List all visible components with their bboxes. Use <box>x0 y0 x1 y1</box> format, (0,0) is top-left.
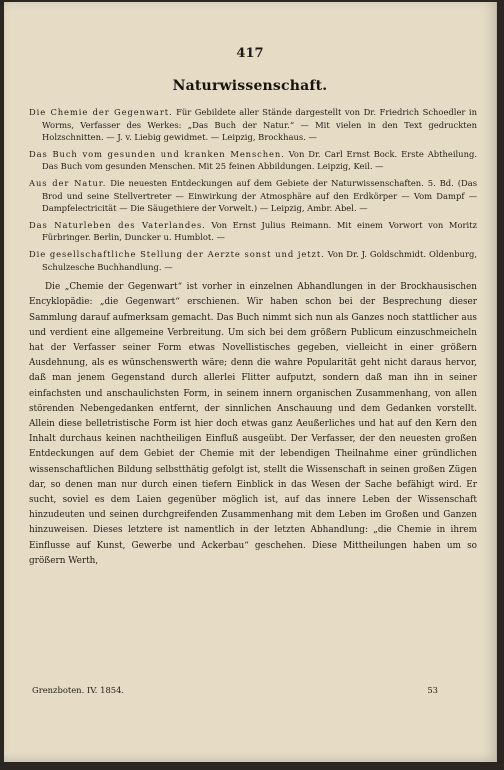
journal-line: Grenzboten. IV. 1854. <box>32 685 125 695</box>
entry-title: Die Chemie der Gegenwart. <box>29 107 173 117</box>
entry-title: Das Buch vom gesunden und kranken Menschen. <box>29 148 285 159</box>
entry-text: Von Dr. J. Goldschmidt. Oldenburg, Schulzesche Buchhandlung. — <box>42 248 477 272</box>
bibliography-entry <box>29 106 477 144</box>
section-title: Naturwissenschaft. <box>172 78 328 94</box>
bibliography-entry <box>29 177 477 215</box>
entry-title: Das Naturleben des Vaterlandes. <box>29 219 206 230</box>
bibliography-entry <box>29 148 477 173</box>
review-body-text: Die „Chemie der Gegenwart“ ist vorher in einzelnen Abhandlungen in der Brockhausischen Encyklopädie: „die Gegenwart“ erschienen. Wir haben schon bei der Besprechung dieser Sammlung darauf aufmerksam gemacht. Das Buch nimmt sich nun als Ganzes noch stattlicher aus und verdient eine allgemeine Verbreitung. Um sich bei dem größern Publicum einzuschmeicheln hat der Verfasser seiner Form etwas Novellistisches gegeben, vielleicht in einer größern Ausdehnung, als es wünschenswerth wäre; denn die wahre Popularität geht nicht daraus hervor, daß man jenem Gegenstand durch allerlei Flitter aufputzt, sondern daß man ihn in seiner einfachsten und anschaulichsten Form, in seinem innern organischen Zusammenhang, von allen störenden Nebengedanken entfernt, der sinnlichen Anschauung und dem Gedanken vorstellt. Allein diese belletristische Form ist hier doch etwas ganz Aeußerliches und hat auf den Kern den Inhalt durchaus keinen nachtheiligen Einfluß ausgeübt. Der Verfasser, der den neuesten großen Entdeckungen auf dem Gebiet der Chemie mit der lebendigen Theilnahme einer gründlichen wissenschaftlichen Bildung selbstthätig gefolgt ist, stellt die Wissenschaft in seinen großen Zügen dar, so denen man nur durch einen tiefern Einblick in das Wesen der Sache befähigt wird. Er sucht, soviel es dem Laien gegenüber möglich ist, auf das innere Leben der Wissenschaft hinzudeuten und seinen durchgreifenden Zusammenhang mit dem Leben im Großen und Ganzen hinzuweisen. Dieses letztere ist namentlich in der letzten Abhandlung: „die Chemie in ihrem Einflusse auf Kunst, Gewerbe und Ackerbau“ geschehen. Diese Mittheilungen haben um so größern Werth, <box>29 282 477 566</box>
sheet-signature: 53 <box>427 685 438 695</box>
page-number: 417 <box>236 46 264 61</box>
page-content <box>29 106 477 578</box>
entry-title: Aus der Natur. <box>29 177 107 188</box>
entry-text: Die neuesten Entdeckungen auf dem Gebiete der Naturwissenschaften. 5. Bd. (Das Brod und seine Stellvertreter — Einwirkung der Atmosphäre auf den Erdkörper — Vom Dampf — Dampfelectricität — Die Säugethiere der Vorwelt.) — Leipzig, Ambr. Abel. — <box>42 177 478 214</box>
entry-text: Von Dr. Carl Ernst Bock. Erste Abtheilung. Das Buch vom gesunden Menschen. Mit 25 feinen Abbildungen. Leipzig, Keil. — <box>42 148 477 172</box>
bibliography-entry <box>29 248 477 273</box>
bibliography-entry <box>29 219 477 244</box>
entry-text: Für Gebildete aller Stände dargestellt von Dr. Friedrich Schoedler in Worms, Verfasser des Werkes: „Das Buch der Natur.“ — Mit vielen in den Text gedruckten Holzschnitten. — J. v. Liebig gewidmet. — Leipzig, Brockhaus. — <box>42 107 477 143</box>
book-page <box>4 2 497 762</box>
entry-text: Von Ernst Julius Reimann. Mit einem Vorwort von Moritz Fürbringer. Berlin, Duncker u. Humblot. — <box>42 219 477 243</box>
entry-title: Die gesellschaftliche Stellung der Aerzte sonst und jetzt. <box>29 248 325 259</box>
